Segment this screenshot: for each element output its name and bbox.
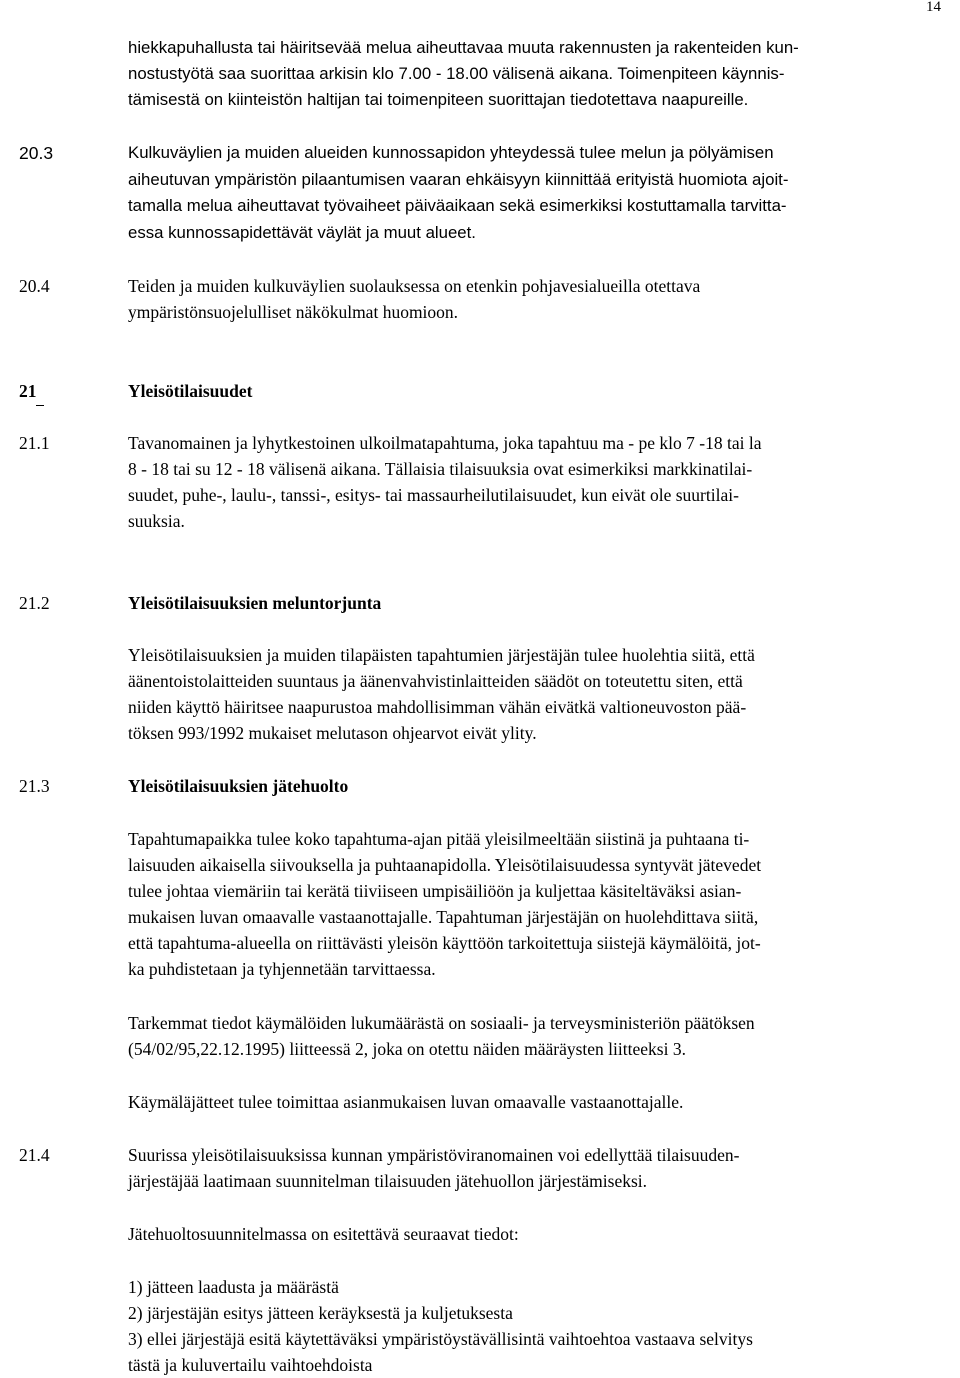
section-title: Yleisötilaisuudet — [128, 381, 253, 401]
text-line: tulee johtaa viemäriin tai kerätä tiiviiseen umpisäiliöön ja kuljettaa käsiteltäväksi asian- — [128, 881, 742, 901]
text-line: Tapahtumapaikka tulee koko tapahtuma-ajan pitää yleisilmeeltään siistinä ja puhtaana ti- — [128, 829, 750, 849]
text-line: laisuuden aikaisella siivouksella ja puhtaanapidolla. Yleisötilaisuudessa syntyvät jätevedet — [128, 855, 762, 875]
text-line: tamalla melua aiheuttavat työvaiheet päiväaikaan sekä esimerkiksi kostuttamalla tarvitta- — [128, 196, 787, 215]
text-line: ka puhdistetaan ja tyhjennetään tarvittaessa. — [128, 959, 436, 979]
text-line: töksen 993/1992 mukaiset melutason ohjearvot eivät ylity. — [128, 723, 537, 743]
page-number: 14 — [926, 0, 941, 15]
text-line: Kulkuväylien ja muiden alueiden kunnossapidon yhteydessä tulee melun ja pölyämisen — [128, 143, 774, 162]
text-line: mukaisen luvan omaavalle vastaanottajalle. Tapahtuman järjestäjän on huolehdittava siitä, — [128, 907, 759, 927]
section-number: 21.1 — [19, 433, 50, 453]
section-number: 21.3 — [19, 776, 50, 796]
section-number: 20.3 — [19, 143, 54, 163]
section-number: 20.4 — [19, 276, 50, 296]
text-line: ympäristönsuojelulliset näkökulmat huomioon. — [128, 302, 459, 322]
text-line: Teiden ja muiden kulkuväylien suolauksessa on etenkin pohjavesialueilla otettava — [128, 276, 701, 296]
text-line: niiden käyttö häiritsee naapurustoa mahdollisimman vähän eivätkä valtioneuvoston pää- — [128, 697, 747, 717]
text-line: (54/02/95,22.12.1995) liitteessä 2, joka on otettu näiden määräysten liitteeksi 3. — [128, 1039, 686, 1059]
text-line: suuksia. — [128, 511, 185, 531]
text-line: järjestäjää laatimaan suunnitelman tilaisuuden jätehuollon järjestämiseksi. — [128, 1171, 648, 1191]
text-line: aiheutuvan ympäristön pilaantumisen vaaran ehkäisyyn kiinnittää erityistä huomiota ajoit- — [128, 170, 789, 189]
text-line: tämisestä on kiinteistön haltijan tai toimenpiteen suorittajan tiedotettava naapureille. — [128, 90, 749, 109]
text-line: Tarkemmat tiedot käymälöiden lukumäärästä on sosiaali- ja terveysministeriön päätöksen — [128, 1013, 755, 1033]
text-line: Yleisötilaisuuksien ja muiden tilapäisten tapahtumien järjestäjän tulee huolehtia siitä, että — [128, 645, 755, 665]
text-line: essa kunnossapidettävät väylät ja muut alueet. — [128, 223, 476, 242]
text-line: että tapahtuma-alueella on riittävästi yleisön käyttöön tarkoitettuja siistejä käymälöitä, jot- — [128, 933, 761, 953]
text-line: Tavanomainen ja lyhytkestoinen ulkoilmatapahtuma, joka tapahtuu ma - pe klo 7 -18 tai la — [128, 433, 762, 453]
section-number: 21 — [19, 381, 37, 401]
section-title: Yleisötilaisuuksien jätehuolto — [128, 776, 349, 796]
text-line: Käymäläjätteet tulee toimittaa asianmukaisen luvan omaavalle vastaanottajalle. — [128, 1092, 684, 1112]
list-item: tästä ja kuluvertailu vaihtoehdoista — [128, 1355, 373, 1375]
text-line: Suurissa yleisötilaisuuksissa kunnan ympäristöviranomainen voi edellyttää tilaisuuden- — [128, 1145, 740, 1165]
section-title: Yleisötilaisuuksien meluntorjunta — [128, 593, 382, 613]
text-line: suudet, puhe-, laulu-, tanssi-, esitys- tai massaurheilutilaisuudet, kun eivät ole suurtilai- — [128, 485, 739, 505]
list-item: 3) ellei järjestäjä esitä käytettäväksi ympäristöystävällisintä vaihtoehtoa vastaava selvitys — [128, 1329, 753, 1349]
text-line: Jätehuoltosuunnitelmassa on esitettävä seuraavat tiedot: — [128, 1224, 519, 1244]
section-number: 21.2 — [19, 593, 50, 613]
section-number: 21.4 — [19, 1145, 50, 1165]
text-line: hiekkapuhallusta tai häiritsevää melua aiheuttavaa muuta rakennusten ja rakenteiden kun- — [128, 38, 799, 57]
list-item: 2) järjestäjän esitys jätteen keräyksestä ja kuljetuksesta — [128, 1303, 513, 1323]
text-line: 8 - 18 tai su 12 - 18 välisenä aikana. Tällaisia tilaisuuksia ovat esimerkiksi markkinatilai- — [128, 459, 753, 479]
list-item: 1) jätteen laadusta ja määrästä — [128, 1277, 339, 1297]
heading-underscore — [36, 395, 44, 406]
text-line: äänentoistolaitteiden suuntaus ja äänenvahvistinlaitteiden säädöt on toteutettu siten, että — [128, 671, 743, 691]
text-line: nostustyötä saa suorittaa arkisin klo 7.00 - 18.00 välisenä aikana. Toimenpiteen käynnis- — [128, 64, 785, 83]
